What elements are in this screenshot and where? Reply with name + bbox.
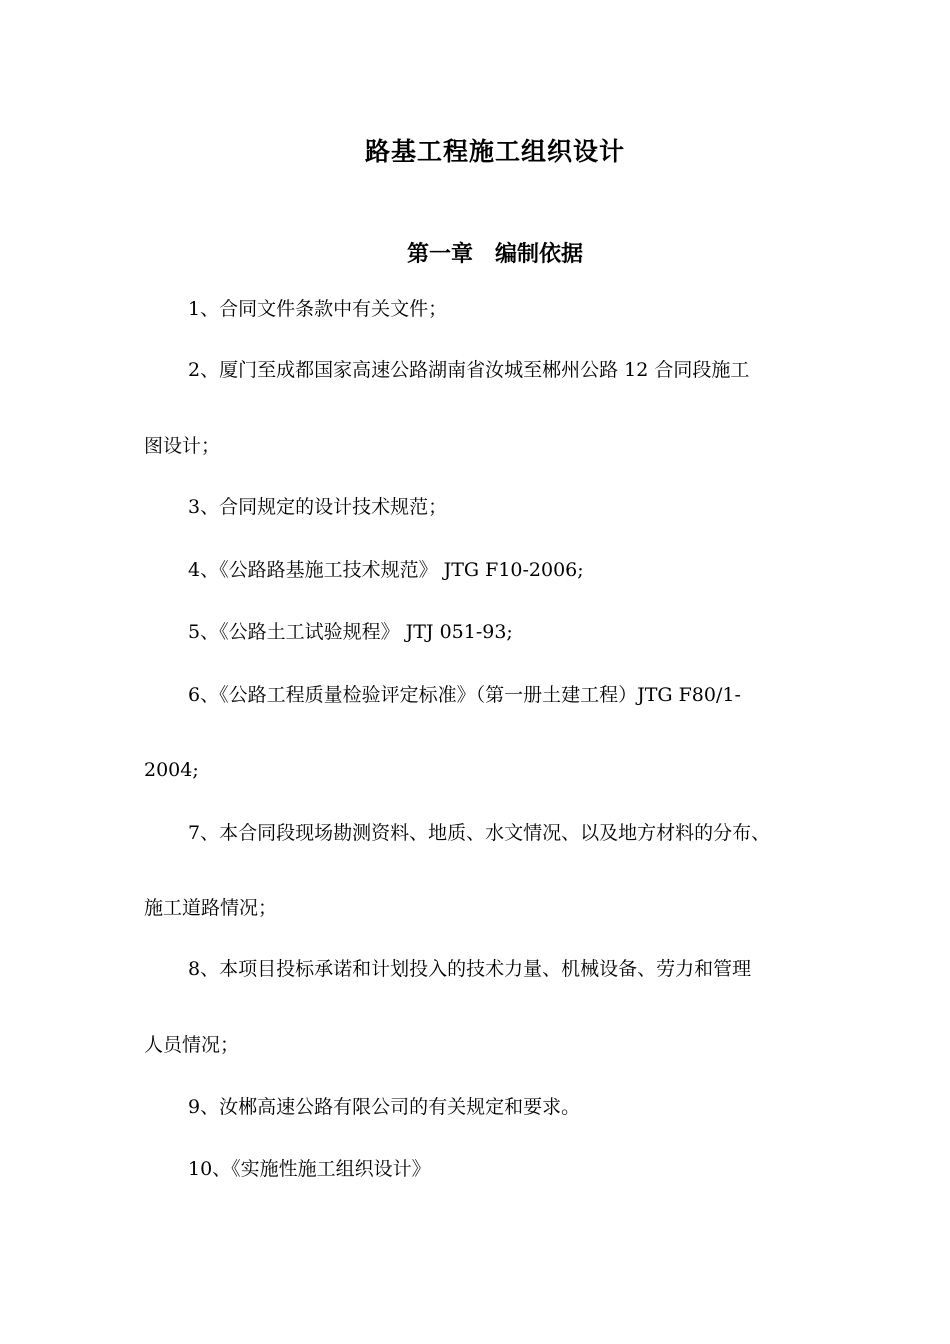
list-item-3: 3、合同规定的设计技术规范； (188, 496, 448, 518)
list-item-6: 6、《公路工程质量检验评定标准》（第一册土建工程）JTG F80/1- (188, 684, 741, 706)
list-item-7: 7、本合同段现场勘测资料、地质、水文情况、以及地方材料的分布、 (188, 822, 771, 844)
list-item-2-continuation: 图设计； (144, 435, 221, 457)
list-item-9: 9、汝郴高速公路有限公司的有关规定和要求。 (188, 1096, 581, 1118)
list-item-10: 10、《实施性施工组织设计》 (188, 1158, 431, 1180)
list-item-8: 8、本项目投标承诺和计划投入的技术力量、机械设备、劳力和管理 (188, 958, 752, 980)
list-item-7-continuation: 施工道路情况； (144, 897, 278, 919)
list-item-8-continuation: 人员情况； (144, 1034, 240, 1056)
chapter-heading: 第一章 编制依据 (406, 241, 583, 267)
list-item-4: 4、《公路路基施工技术规范》 JTG F10-2006; (188, 559, 584, 581)
list-item-5: 5、《公路土工试验规程》 JTJ 051-93; (188, 621, 513, 643)
document-title: 路基工程施工组织设计 (364, 137, 625, 166)
list-item-6-continuation: 2004; (144, 759, 199, 781)
list-item-2: 2、厦门至成都国家高速公路湖南省汝城至郴州公路 12 合同段施工 (188, 359, 750, 381)
list-item-1: 1、合同文件条款中有关文件； (188, 298, 448, 320)
